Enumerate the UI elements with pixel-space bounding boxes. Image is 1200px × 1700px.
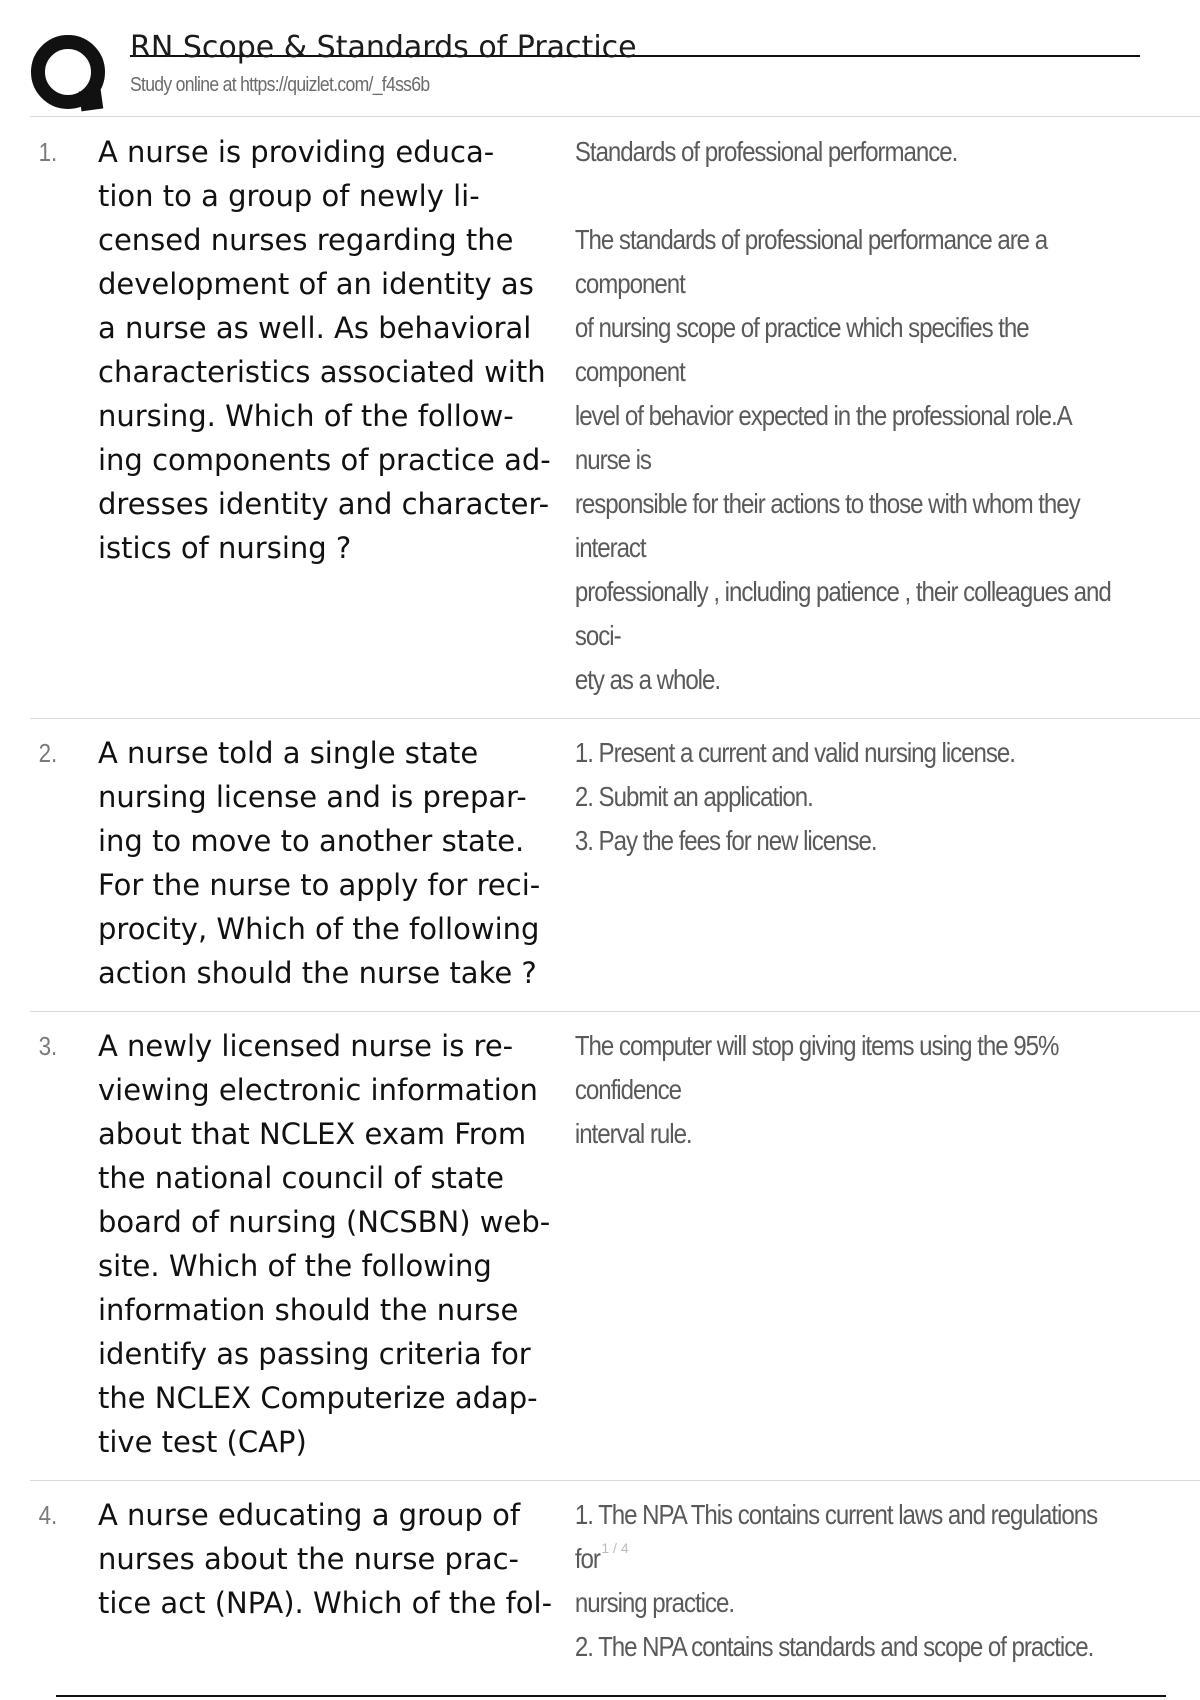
card-term: A nurse is providing educa- tion to a group of newly li- censed nurses regarding the development of an identity as a nurse as well. As behavioral characteristics associated with nursing. Which of the follow- ing components of practice ad- dresses identity and character- istics of nursing ? <box>98 135 551 565</box>
card-number: 4. <box>38 1500 58 1530</box>
card-number: 3. <box>38 1031 58 1061</box>
title-block <box>130 28 1130 98</box>
flashcard-row <box>30 719 1200 1012</box>
card-definition: Standards of professional performance. The standards of professional performance are a component of nursing scope of practice which specifies the component level of behavior expected in the professional role.A nurse is responsible for their actions to those with whom they interact professionally , including patience , their colleagues and soci- ety as a whole. <box>574 136 1111 695</box>
flashcard-row <box>30 118 1200 719</box>
card-number: 2. <box>38 738 58 768</box>
card-term: A newly licensed nurse is re- viewing electronic information about that NCLEX exam From the national council of state board of nursing (NCSBN) web- site. Which of the following information should the nurse identify as passing criteria for the NCLEX Computerize adap- tive test (CAP) <box>98 1029 551 1459</box>
study-online-link[interactable]: Study online at https://quizlet.com/_f4ss6b <box>130 74 430 96</box>
card-definition: 1. Present a current and valid nursing license. 2. Submit an application. 3. Pay the fees for new license. <box>574 737 1015 856</box>
card-term: A nurse educating a group of nurses about the nurse prac- tice act (NPA). Which of the fol- <box>98 1498 553 1620</box>
flashcard-row <box>30 1481 1200 1685</box>
card-definition: 1. The NPA This contains current laws and regulations for nursing practice. 2. The NPA contains standards and scope of practice. <box>574 1499 1098 1662</box>
card-number: 1. <box>38 137 58 167</box>
flashcard-row <box>30 1012 1200 1481</box>
page-number: 1 / 4 <box>601 1540 629 1556</box>
quizlet-q-logo-icon <box>30 32 112 116</box>
flashcard-list <box>30 118 1200 1685</box>
page-title: RN Scope & Standards of Practice <box>130 30 637 65</box>
card-definition: The computer will stop giving items using the 95% confidence interval rule. <box>574 1030 1059 1149</box>
page-header <box>30 28 1140 110</box>
footer-rule <box>56 1695 1166 1697</box>
header-divider <box>30 116 1200 117</box>
card-term: A nurse told a single state nursing license and is prepar- ing to move to another state. For the nurse to apply for reci- procity, Which of the following action should the nurse take ? <box>98 736 541 990</box>
